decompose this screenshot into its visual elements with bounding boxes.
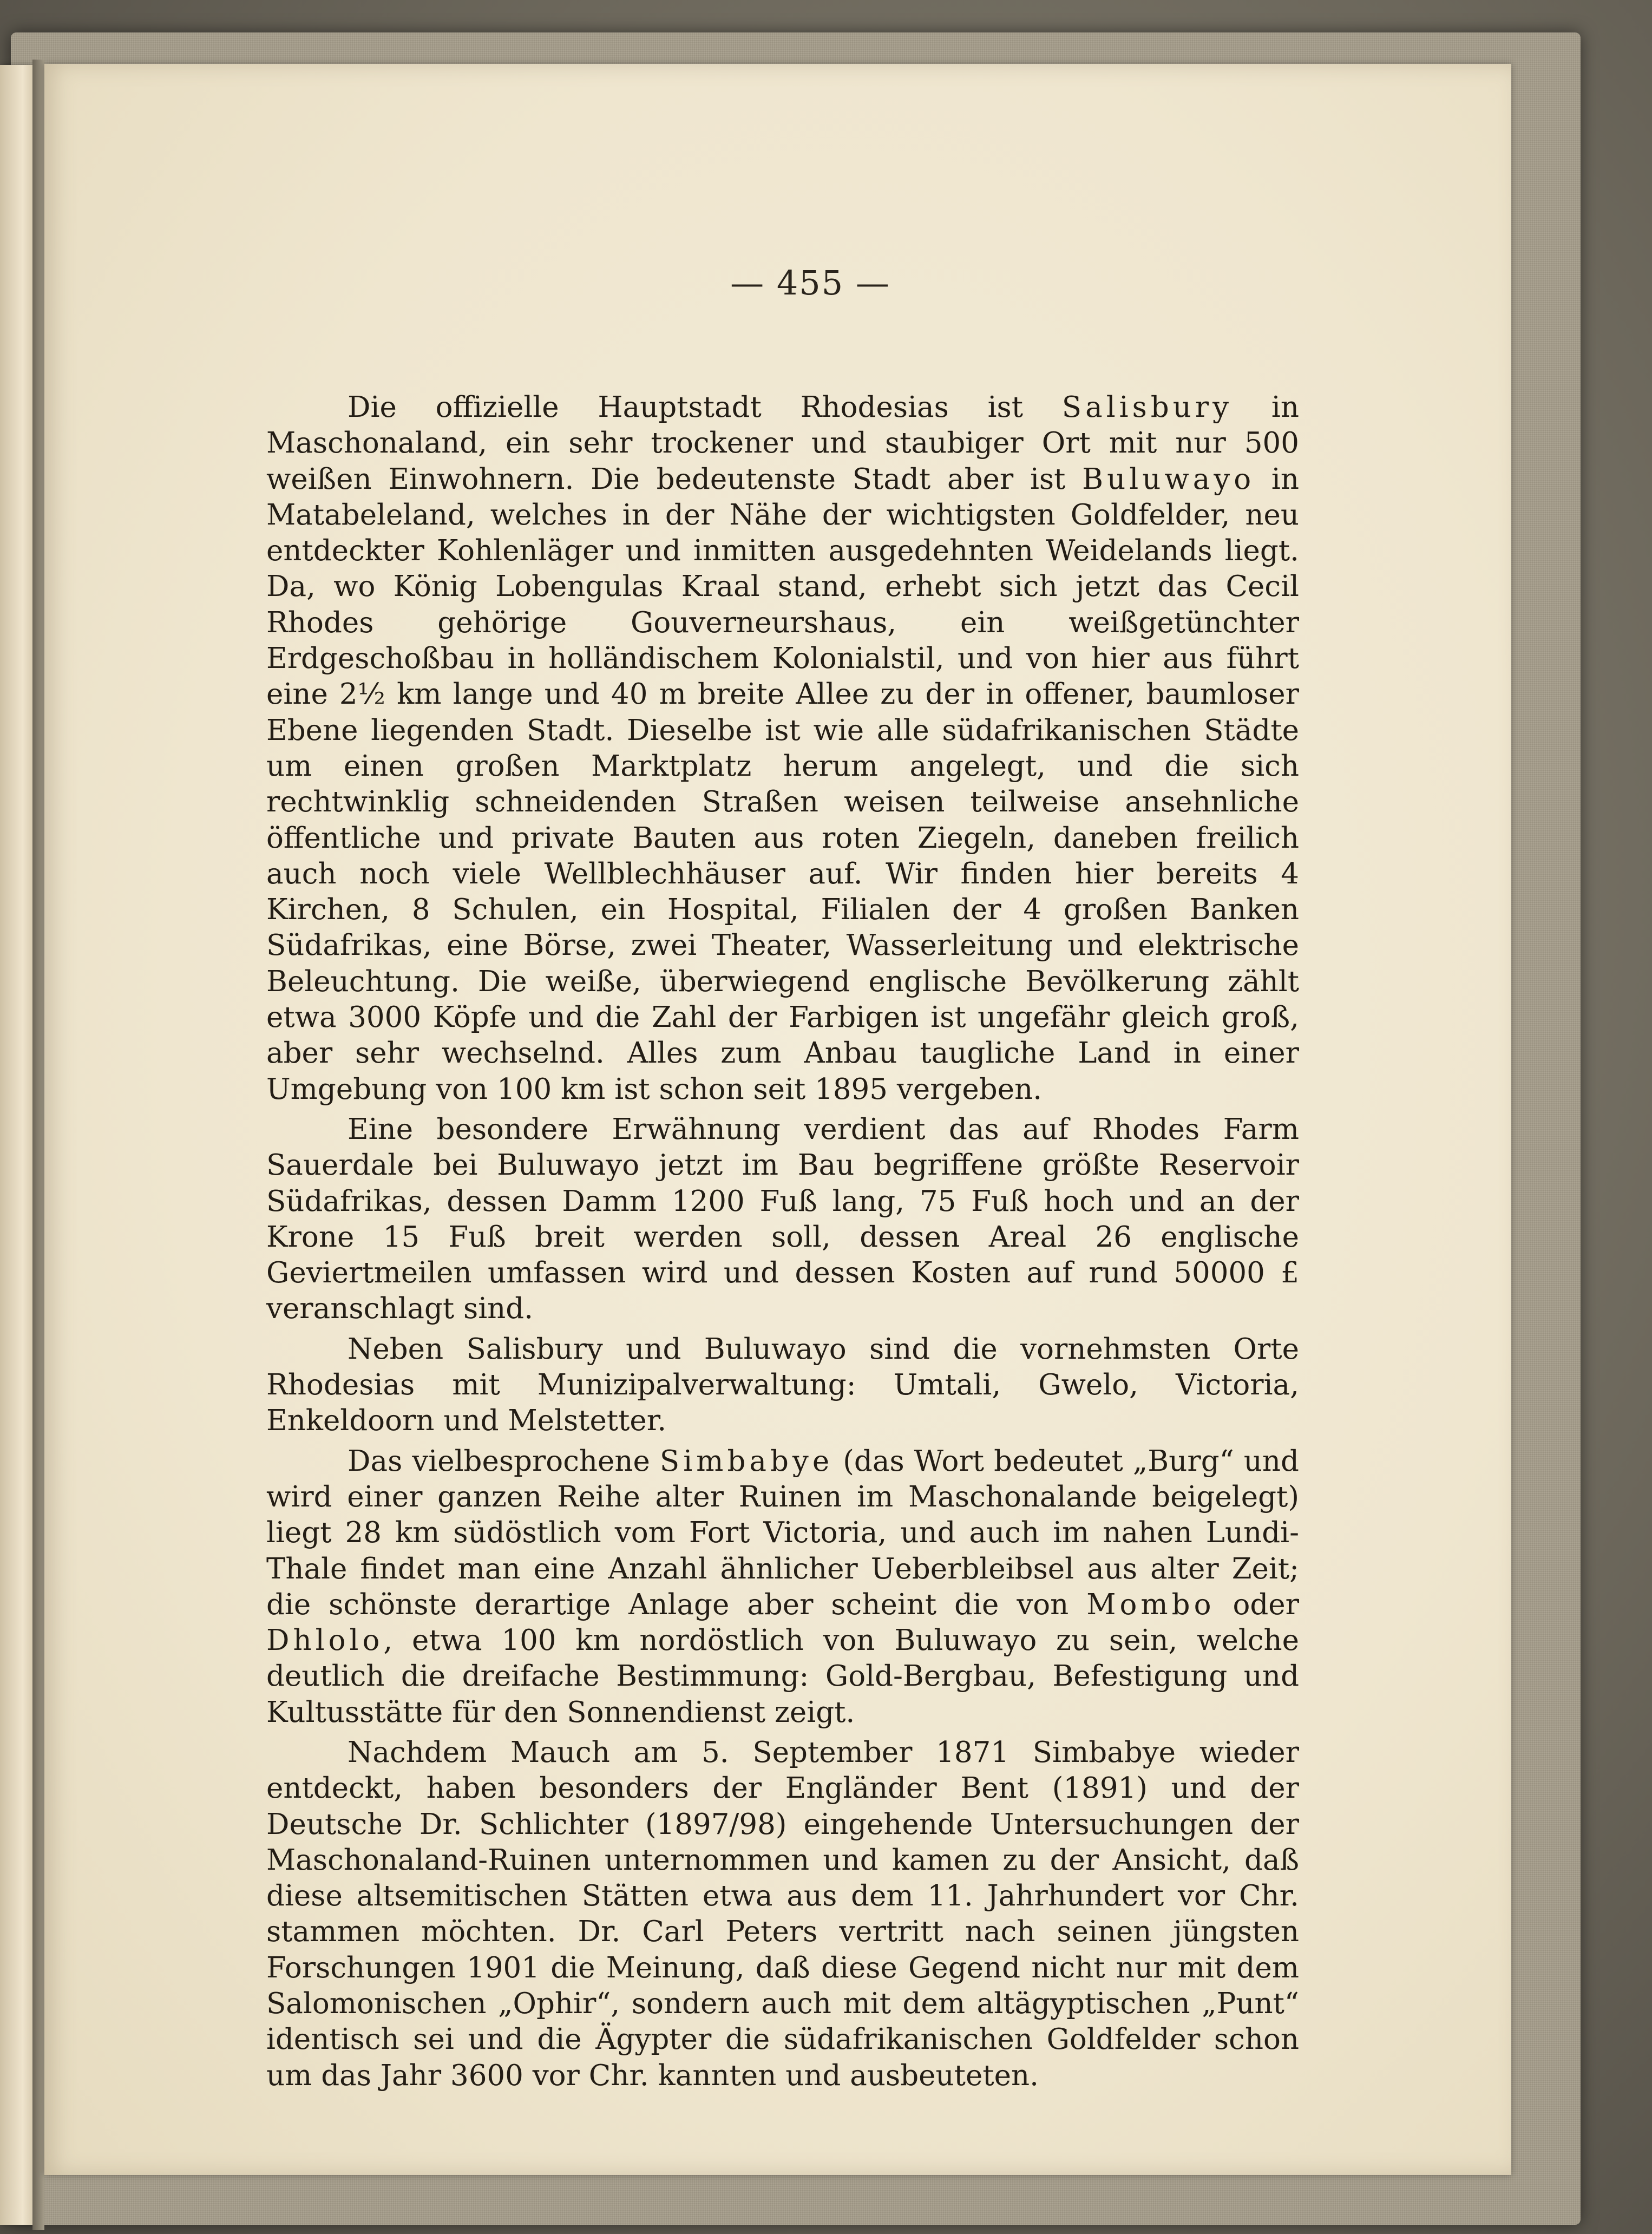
page-number: — 455 — — [730, 263, 890, 303]
book-page — [44, 64, 1511, 2175]
paragraph — [266, 1332, 1299, 1439]
spaced-emphasis: Mombo — [1086, 1588, 1215, 1621]
spaced-emphasis: Simbabye — [659, 1444, 834, 1478]
left-facing-page-edge — [0, 65, 32, 2225]
text-run: Eine besondere Erwähnung verdient das auf Rhodes Farm Sauerdale bei Buluwayo jetzt im Bau begriffene größte Reservoir Südafrikas, dessen Damm 1200 Fuß lang, 75 Fuß hoch und an der Krone 15 Fuß breit werden soll, dessen Areal 26 englische Geviertmeilen umfassen wird und dessen Kosten auf rund 50000 £ veranschlagt sind. — [266, 1112, 1299, 1326]
text-run: in Matabeleland, welches in der Nähe der wichtigsten Goldfelder, neu entdeckter Kohlenläger und inmitten ausgedehnten Weidelands liegt. Da, wo König Lobengulas Kraal stand, erhebt sich jetzt das Cecil Rhodes gehörige Gouverneurshaus, ein weißgetünchter Erdgeschoßbau in holländischem Kolonialstil, und von hier aus führt eine 2½ km lange und 40 m breite Allee zu der in offener, baumloser Ebene liegenden Stadt. Dieselbe ist wie alle südafrikanischen Städte um einen großen Marktplatz herum angelegt, und die sich rechtwinklig schneidenden Straßen weisen teilweise ansehnliche öffentliche und private Bauten aus roten Ziegeln, daneben freilich auch noch viele Wellblechhäuser auf. Wir finden hier bereits 4 Kirchen, 8 Schulen, ein Hospital, Filialen der 4 großen Banken Südafrikas, eine Börse, zwei Theater, Wasserleitung und elektrische Beleuchtung. Die weiße, überwiegend englische Bevölkerung zählt etwa 3000 Köpfe und die Zahl der Farbigen ist ungefähr gleich groß, aber sehr wechselnd. Alles zum Anbau taugliche Land in einer Umgebung von 100 km ist schon seit 1895 vergeben. — [266, 462, 1299, 1106]
text-run: Neben Salisbury und Buluwayo sind die vornehmsten Orte Rhodesias mit Munizipalverwaltung: Umtali, Gwelo, Victoria, Enkeldoorn und Melstetter. — [266, 1332, 1299, 1438]
text-run: oder — [1215, 1588, 1300, 1621]
text-run: Nachdem Mauch am 5. September 1871 Simbabye wieder entdeckt, haben besonders der Engländer Bent (1891) und der Deutsche Dr. Schlichter (1897/98) eingehende Untersuchungen der Maschonaland-Ruinen unternommen und kamen zu der Ansicht, daß diese altsemitischen Stätten etwa aus dem 11. Jahrhundert vor Chr. stammen möchten. Dr. Carl Peters vertritt nach seinen jüngsten Forschungen 1901 die Meinung, daß diese Gegend nicht nur mit dem Salomonischen „Ophir“, sondern auch mit dem altägyptischen „Punt“ identisch sei und die Ägypter die südafrikanischen Goldfelder schon um das Jahr 3600 vor Chr. kannten und ausbeuteten. — [266, 1735, 1299, 2092]
paragraph — [266, 1735, 1299, 2094]
spaced-emphasis: Dhlolo — [266, 1624, 384, 1658]
text-run: in Maschonaland, ein sehr trockener und staubiger Ort mit nur 500 weißen Einwohnern. Die bedeutenste Stadt aber ist — [266, 391, 1299, 496]
text-run: , etwa 100 km nordöstlich von Buluwayo zu sein, welche deutlich die dreifache Bestimmung: Gold-Bergbau, Befestigung und Kultusstätte für den Sonnendienst zeigt. — [266, 1624, 1299, 1729]
paragraph — [266, 1112, 1299, 1327]
text-run: (das Wort bedeutet „Burg“ und wird einer ganzen Reihe alter Ruinen im Maschonalande beigelegt) liegt 28 km südöstlich vom Fort Victoria, und auch im nahen Lundi-Thale findet man eine Anzahl ähnlicher Ueberbleibsel aus alter Zeit; die schönste derartige Anlage aber scheint die von — [266, 1444, 1299, 1621]
text-run: Die offizielle Hauptstadt Rhodesias ist — [348, 391, 1062, 424]
spaced-emphasis: Buluwayo — [1082, 462, 1255, 496]
body-text — [266, 390, 1299, 2098]
text-run: Das vielbesprochene — [348, 1444, 660, 1478]
paragraph — [266, 390, 1299, 1108]
paragraph — [266, 1444, 1299, 1731]
book-gutter — [32, 60, 44, 2230]
spaced-emphasis: Salisbury — [1061, 391, 1233, 424]
